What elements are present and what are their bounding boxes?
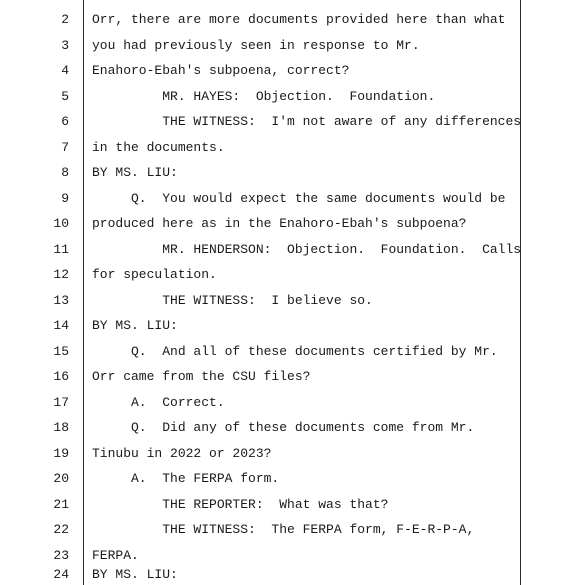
transcript-line <box>0 61 585 81</box>
line-number: 10 <box>53 216 69 231</box>
line-text: Q. You would expect the same documents would be <box>92 190 506 206</box>
line-text: A. Correct. <box>92 394 225 410</box>
transcript-line <box>0 495 585 515</box>
line-number: 15 <box>53 343 69 359</box>
line-number: 8 <box>61 165 69 180</box>
line-number: 17 <box>53 394 69 410</box>
transcript-line <box>0 342 585 362</box>
line-text: Orr came from the CSU files? <box>92 369 311 384</box>
line-number: 11 <box>53 241 69 257</box>
line-text: MR. HENDERSON: Objection. Foundation. Calls <box>92 241 522 257</box>
transcript-line <box>0 565 585 585</box>
transcript-line <box>0 214 585 234</box>
line-text: Q. Did any of these documents come from Mr. <box>92 420 475 435</box>
line-text: Enahoro-Ebah's subpoena, correct? <box>92 63 350 78</box>
line-text: FERPA. <box>92 547 139 563</box>
line-text: BY MS. LIU: <box>92 165 178 180</box>
line-number: 14 <box>53 318 69 333</box>
transcript-line <box>0 265 585 285</box>
line-text: BY MS. LIU: <box>92 567 178 582</box>
line-text: Q. And all of these documents certified by Mr. <box>92 343 498 359</box>
transcript-line <box>0 240 585 260</box>
line-text: MR. HAYES: Objection. Foundation. <box>92 88 436 104</box>
line-number: 13 <box>53 292 69 308</box>
line-number: 18 <box>53 420 69 435</box>
transcript-line <box>0 316 585 336</box>
transcript-line <box>0 520 585 540</box>
line-number: 9 <box>61 190 69 206</box>
line-text: A. The FERPA form. <box>92 471 280 486</box>
line-text: you had previously seen in response to Mr. <box>92 37 420 53</box>
line-text: THE WITNESS: The FERPA form, F-E-R-P-A, <box>92 522 475 537</box>
line-number: 3 <box>61 37 69 53</box>
line-text: THE REPORTER: What was that? <box>92 496 389 512</box>
line-number: 12 <box>53 267 69 282</box>
line-text: THE WITNESS: I'm not aware of any differences <box>92 114 522 129</box>
line-text: Orr, there are more documents provided here than what <box>92 12 506 27</box>
transcript-line <box>0 189 585 209</box>
line-number: 21 <box>53 496 69 512</box>
line-number: 19 <box>53 445 69 461</box>
line-text: produced here as in the Enahoro-Ebah's subpoena? <box>92 216 467 231</box>
line-number: 16 <box>53 369 69 384</box>
transcript-line <box>0 444 585 464</box>
line-number: 7 <box>61 139 69 155</box>
line-number: 20 <box>53 471 69 486</box>
line-text: Tinubu in 2022 or 2023? <box>92 445 272 461</box>
line-number: 2 <box>61 12 69 27</box>
transcript-line <box>0 10 585 30</box>
line-number: 24 <box>53 567 69 582</box>
transcript-line <box>0 291 585 311</box>
transcript-line <box>0 367 585 387</box>
transcript-line <box>0 112 585 132</box>
line-text: in the documents. <box>92 139 225 155</box>
line-number: 22 <box>53 522 69 537</box>
transcript-line <box>0 163 585 183</box>
transcript-line <box>0 418 585 438</box>
line-number: 4 <box>61 63 69 78</box>
transcript-line <box>0 36 585 56</box>
transcript-line <box>0 469 585 489</box>
line-text: BY MS. LIU: <box>92 318 178 333</box>
line-text: THE WITNESS: I believe so. <box>92 292 373 308</box>
line-number: 23 <box>53 547 69 563</box>
line-text: for speculation. <box>92 267 217 282</box>
transcript-line <box>0 87 585 107</box>
line-number: 5 <box>61 88 69 104</box>
transcript-line <box>0 546 585 566</box>
transcript-line <box>0 393 585 413</box>
line-number: 6 <box>61 114 69 129</box>
transcript-line <box>0 138 585 158</box>
